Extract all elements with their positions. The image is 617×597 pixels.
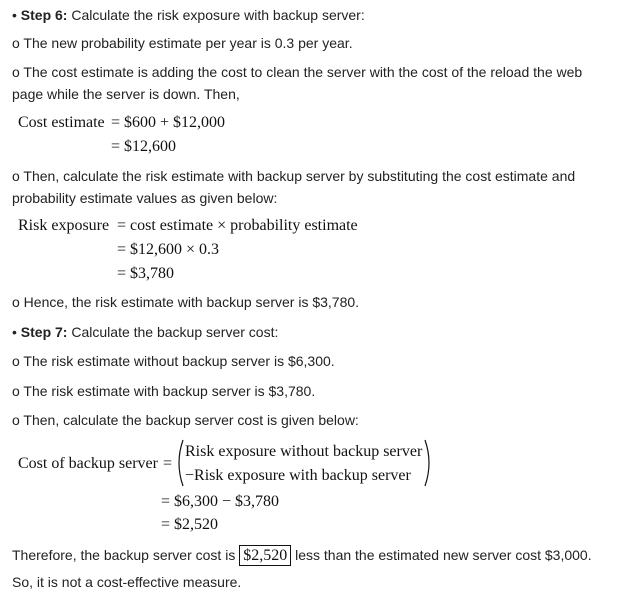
step-bullet: • bbox=[12, 7, 17, 23]
eq-risk-exposure-rhs-3: = $3,780 bbox=[117, 265, 175, 282]
step-bullet: • bbox=[12, 324, 17, 340]
eq-cost-estimate-lhs: Cost estimate bbox=[18, 114, 105, 131]
step-7-label: Step 7: bbox=[20, 324, 68, 340]
left-paren bbox=[179, 440, 183, 486]
paragraph-risk-1: o Then, calculate the risk estimate with backup server by substituting the cost estimate and bbox=[12, 168, 576, 184]
therefore-text-after: less than the estimated new server cost $3,000. bbox=[291, 547, 592, 563]
eq-backup-cost-lhs: Cost of backup server bbox=[18, 455, 158, 472]
step-6-text: Calculate the risk exposure with backup server: bbox=[67, 7, 365, 23]
step-7-heading bbox=[12, 323, 278, 341]
eq-cost-estimate-rhs-1: = $600 + $12,000 bbox=[111, 114, 226, 131]
eq-cost-estimate-rhs-2: = $12,600 bbox=[111, 138, 177, 155]
paragraph-cost-estimate-1: o The cost estimate is adding the cost to clean the server with the cost of the reload the web bbox=[12, 64, 583, 80]
step-6-heading bbox=[12, 6, 365, 24]
step-7-text: Calculate the backup server cost: bbox=[67, 324, 279, 340]
paragraph-risk-without: o The risk estimate without backup server is $6,300. bbox=[12, 353, 335, 369]
eq-backup-cost-equals: = bbox=[163, 455, 173, 472]
eq-risk-exposure-rhs-2: = $12,600 × 0.3 bbox=[117, 241, 220, 258]
paragraph-conclusion: So, it is not a cost-effective measure. bbox=[12, 574, 242, 590]
boxed-answer: $2,520 bbox=[239, 545, 291, 566]
eq-backup-cost-rhs-2: = $6,300 − $3,780 bbox=[161, 493, 280, 510]
step-6-label: Step 6: bbox=[20, 7, 68, 23]
paragraph-therefore bbox=[12, 546, 592, 565]
therefore-text-before: Therefore, the backup server cost is bbox=[12, 547, 240, 563]
eq-backup-cost-rhs-3: = $2,520 bbox=[161, 516, 219, 533]
paragraph-hence: o Hence, the risk estimate with backup server is $3,780. bbox=[12, 294, 360, 310]
paragraph-cost-estimate-2: page while the server is down. Then, bbox=[12, 86, 240, 102]
paragraph-risk-with: o The risk estimate with backup server is $3,780. bbox=[12, 383, 316, 399]
paragraph-probability: o The new probability estimate per year is 0.3 per year. bbox=[12, 35, 353, 51]
eq-risk-exposure-rhs-1: = cost estimate × probability estimate bbox=[117, 217, 358, 234]
paragraph-then-backup: o Then, calculate the backup server cost is given below: bbox=[12, 412, 359, 428]
eq-backup-cost-top: Risk exposure without backup server bbox=[185, 443, 423, 460]
eq-backup-cost-bottom: −Risk exposure with backup server bbox=[185, 467, 411, 484]
eq-risk-exposure-lhs: Risk exposure bbox=[18, 217, 110, 234]
right-paren bbox=[425, 440, 429, 486]
paragraph-risk-2: probability estimate values as given below: bbox=[12, 190, 278, 206]
